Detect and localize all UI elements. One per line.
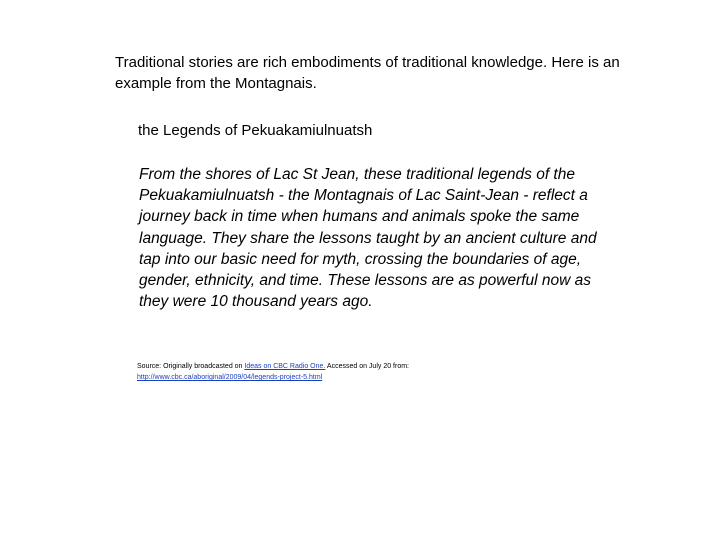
source-prefix: Source: Originally broadcasted on (137, 363, 245, 370)
legend-description: From the shores of Lac St Jean, these traditional legends of the Pekuakamiulnuatsh - the Montagnais of Lac Saint-Jean - reflect a journey back in time when humans and animals spoke the same language. They share the lessons taught by an ancient culture and tap into our basic need for myth, crossing the boundaries of age, gender, ethnicity, and time. These lessons are as powerful now as they were 10 thousand years ago. (139, 166, 597, 311)
source-program-link[interactable]: Ideas on CBC Radio One. (244, 363, 326, 370)
source-url-link[interactable]: http://www.cbc.ca/aboriginal/2009/04/legends-project-5.html (137, 374, 323, 381)
intro-paragraph: Traditional stories are rich embodiments of traditional knowledge. Here is an example from the Montagnais. (115, 54, 620, 92)
source-citation (137, 361, 467, 383)
legend-title: the Legends of Pekuakamiulnuatsh (138, 122, 373, 139)
source-accessed-text: Accessed on July 20 from: (325, 363, 409, 370)
